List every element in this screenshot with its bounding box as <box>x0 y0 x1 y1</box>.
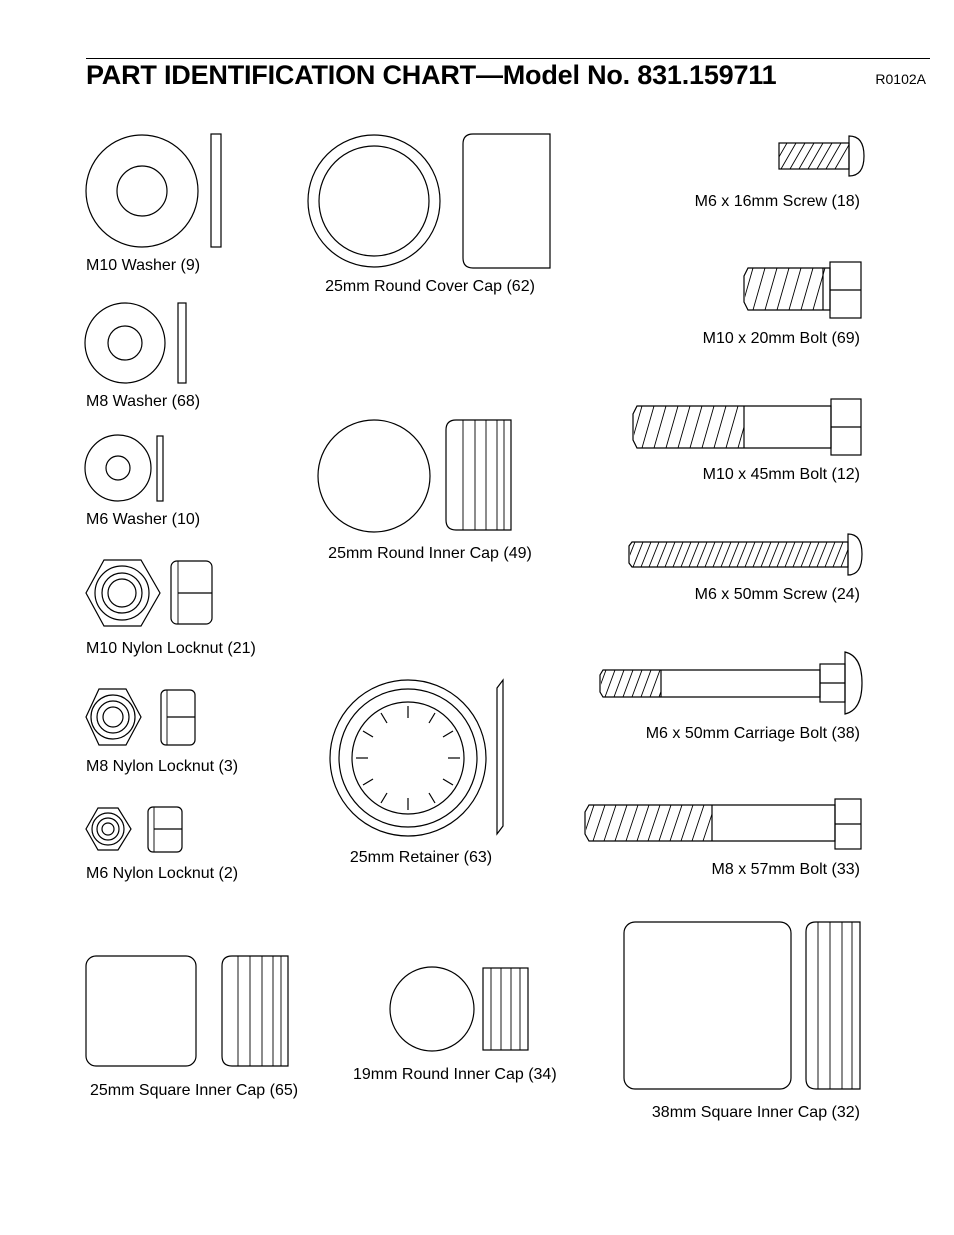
m10-20mm-bolt-drawing <box>741 262 861 318</box>
part-label-round-inner-cap-19: 19mm Round Inner Cap (34) <box>353 1066 557 1083</box>
round-inner-cap-drawing <box>318 420 511 532</box>
page-title: PART IDENTIFICATION CHART—Model No. 831.159711 <box>86 60 777 90</box>
m6-locknut-drawing <box>86 807 182 852</box>
carriage-bolt-drawing <box>596 652 862 714</box>
part-label-m6-16mm-screw: M6 x 16mm Screw (18) <box>694 193 860 210</box>
part-label-square-inner-cap-38: 38mm Square Inner Cap (32) <box>651 1104 860 1121</box>
part-label-round-inner-cap-25: 25mm Round Inner Cap (49) <box>328 545 532 562</box>
part-label-square-inner-cap-25: 25mm Square Inner Cap (65) <box>90 1082 299 1099</box>
m6-washer-drawing <box>85 435 163 501</box>
m10-locknut-drawing <box>86 560 212 626</box>
m10-45mm-bolt-drawing <box>630 399 861 455</box>
m6-50mm-screw-drawing <box>625 534 862 575</box>
round-cover-cap-drawing <box>308 134 550 268</box>
square-inner-cap-25-drawing <box>86 956 288 1066</box>
part-label-carriage-bolt: M6 x 50mm Carriage Bolt (38) <box>645 725 860 742</box>
m8-57mm-bolt-drawing <box>582 799 861 849</box>
m8-washer-drawing <box>85 303 186 383</box>
m8-locknut-drawing <box>86 689 195 745</box>
m10-washer-drawing <box>86 134 221 247</box>
part-label-m10-locknut: M10 Nylon Locknut (21) <box>86 640 256 657</box>
part-label-m6-washer: M6 Washer (10) <box>86 511 201 528</box>
part-label-m6-locknut: M6 Nylon Locknut (2) <box>86 865 239 882</box>
part-label-round-cover-cap: 25mm Round Cover Cap (62) <box>325 278 535 295</box>
part-label-m10-washer: M10 Washer (9) <box>86 257 201 274</box>
m6-16mm-screw-drawing <box>772 136 864 176</box>
part-label-m10-45mm-bolt: M10 x 45mm Bolt (12) <box>702 466 860 483</box>
part-label-m8-washer: M8 Washer (68) <box>86 393 201 410</box>
retainer-drawing <box>330 680 503 836</box>
part-label-m8-locknut: M8 Nylon Locknut (3) <box>86 758 239 775</box>
part-label-m6-50mm-screw: M6 x 50mm Screw (24) <box>694 586 860 603</box>
part-label-retainer: 25mm Retainer (63) <box>349 849 493 866</box>
part-label-m8-57mm-bolt: M8 x 57mm Bolt (33) <box>711 861 860 878</box>
square-inner-cap-38-drawing <box>624 922 860 1089</box>
part-label-m10-20mm-bolt: M10 x 20mm Bolt (69) <box>702 330 860 347</box>
document-code: R0102A <box>875 71 926 87</box>
round-inner-cap-19-drawing <box>390 967 528 1051</box>
